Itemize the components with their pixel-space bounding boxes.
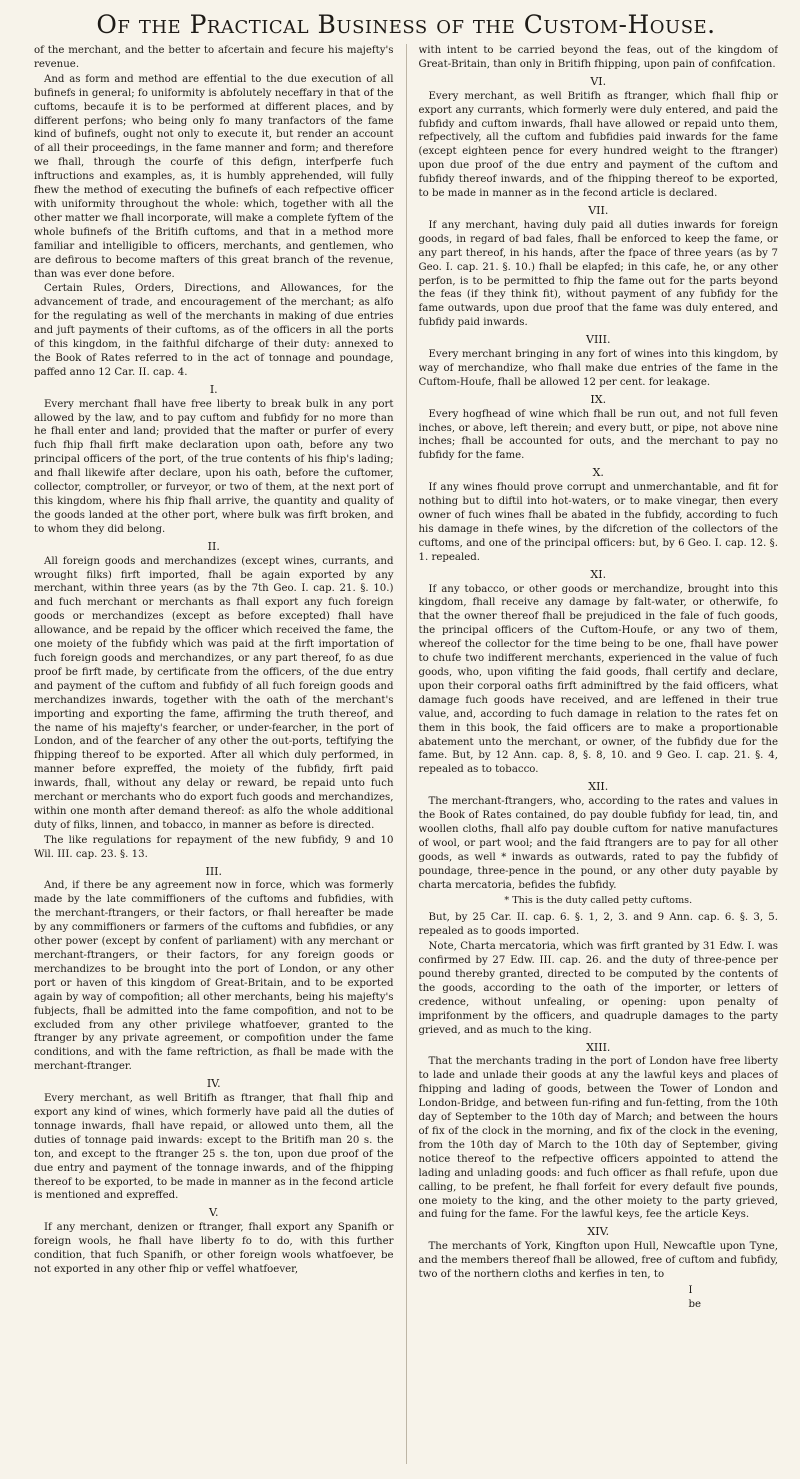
paragraph: Every merchant, as well Britifh as ftranger, that fhall fhip and export any kind of wines, which formerly have paid all the duties of tonnage inwards, fhall have repaid, or allowed unto them, all the duties of tonnage paid inwards: except to the Britifh man 20 s. the ton, and except to the ftranger 25 s. the ton, upon due proof of the due entry and payment of the tonnage inwards, and of the fhipping thereof to be exported, to be made in manner as in the fecond article is mentioned and expreffed. — [34, 1093, 394, 1202]
rules-heading-paragraph: Certain Rules, Orders, Directions, and Allowances, for the advancement of trade, and encouragement of the merchant; as alfo for the regulating as well of the merchants in making of due entries and juft payments of their cuftoms, as of the officers in all the ports of this kingdom, in the faithful difcharge of their duty: annexed to the Book of Rates referred to in the act of tonnage and poundage, paffed anno 12 Car. II. cap. 4. — [34, 283, 394, 378]
paragraph: The merchants of York, Kingfton upon Hull, Newcaftle upon Tyne, and the members thereof fhall be allowed, free of cuftom and fubfidy, two of the northern cloths and kerfies in ten, to — [418, 1241, 779, 1281]
paragraph: If any merchant, denizen or ftranger, fhall export any Spanifh or foreign wools, he fhall have liberty fo to do, with this further condition, that fuch Spanifh, or other foreign wools whatfoever, be not exported in any other fhip or veffel whatfoever, — [34, 1222, 394, 1275]
article-number: X. — [592, 466, 604, 480]
paragraph: Note, Charta mercatoria, which was firft granted by 31 Edw. I. was confirmed by 27 Edw. III. cap. 26. and the duty of three-pence per pound thereby granted, directed to be computed by the contents of the goods, according to the oath of the importer, or letters of credence, without unfealing, or opening: upon penalty of imprifonment by the officers, and quadruple damages to the party grieved, and as much to the king. — [418, 941, 779, 1036]
paragraph: Every merchant, as well Britifh as ftranger, which fhall fhip or export any currants, which formerly were duly entered, and paid the fubfidy and cuftom inwards, fhall have allowed or repaid unto them, refpectively, all the cuftom and fubfidies paid inwards for the fame (except eighteen pence for every hundred weight to the ftranger) upon due proof of the due entry and payment of the cuftom and fubfidy thereof inwards, and of the fhipping thereof to be exported, to be made in manner as in the fecond article is declared. — [418, 90, 779, 200]
paragraph: And as form and method are effential to the due execution of all bufinefs in general; fo uniformity is abfolutely neceffary in that of the cuftoms, becaufe it is to be performed at different places, and by different perfons; who being only fo many tranfactors of the fame kind of bufinefs, ought not only to execute it, but render an account of all their proceedings, in the fame manner and form; and therefore we fhall, through the courfe of this defign, interfperfe fuch inftructions and examples, as, it is humbly apprehended, will fully fhew the method of executing the bufinefs of each refpective officer with uniformity throughout the whole: which, together with all the other matter we fhall incorporate, will make a complete fyftem of the whole bufinefs of the Britifh cuftoms, and that in a method more familiar and intelligible to officers, merchants, and gentlemen, who are defirous to become mafters of this great branch of the revenue, than was ever done before. — [34, 73, 394, 280]
paragraph: of the merchant, and the better to afcertain and fecure his majefty's revenue. — [34, 45, 394, 70]
paragraph: Every merchant fhall have free liberty to break bulk in any port allowed by the law, and to pay cuftom and fubfidy for no more than he fhall enter and land; provided that the mafter or purfer of every fuch fhip fhall firft make declaration upon oath, before any two principal officers of the port, of the true contents of his fhip's lading; and fhall likewife after declare, upon his oath, before the cuftomer, collector, comptroller, or furveyor, or two of them, at the next port of this kingdom, where his fhip fhall arrive, the quantity and quality of the goods landed at the other port, where bulk was firft broken, and to whom they did belong. — [34, 398, 394, 535]
paragraph: The like regulations for repayment of the new fubfidy, 9 and 10 Wil. III. cap. 23. §. 13. — [34, 834, 394, 860]
paragraph: with intent to be carried beyond the feas, out of the kingdom of Great-Britain, than only in Britifh fhipping, upon pain of confifcation. — [418, 45, 779, 70]
footnote: * This is the duty called petty cuftoms. — [504, 895, 693, 907]
paragraph: Every merchant bringing in any fort of wines into this kingdom, by way of merchandize, who fhall make due entries of the fame in the Cuftom-Houfe, fhall be allowed 12 per cent. for leakage. — [418, 349, 779, 388]
paragraph: And, if there be any agreement now in force, which was formerly made by the late commiffioners of the cuftoms and fubfidies, with the merchant-ftrangers, or their factors, or fhall hereafter be made by any commiffioners or farmers of the cuftoms and fubfidies, or any other power (except by confent of parliament) with any merchant or merchant-ftrangers, or their factors, for any foreign goods or merchandizes to be brought into the port of London, or any other port or haven of this kingdom of Great-Britain, and to be exported again by way of compofition; all other merchants, being his majefty's fubjects, fhall be admitted into the fame compofition, and not to be excluded from any other privilege whatfoever, granted to the ftranger by any private agreement, or compofition under the fame conditions, and with the fame reftriction, as fhall be made with the merchant-ftranger. — [34, 880, 394, 1073]
article-number: XI. — [590, 567, 607, 581]
article-number: II. — [207, 539, 220, 553]
article-number: XII. — [588, 780, 609, 794]
left-column — [34, 44, 394, 1464]
article-number: VII. — [588, 203, 609, 217]
paragraph: All foreign goods and merchandizes (except wines, currants, and wrought filks) firft imported, fhall be again exported by any merchant, within three years (as by the 7th Geo. I. cap. 21. §. 10.) and fuch merchant or merchants as fhall export any fuch foreign goods or merchandizes (except as before excepted) fhall have allowance, and be repaid by the officer which received the fame, the one moiety of the fubfidy which was paid at the firft importation of fuch foreign goods and merchandizes, or any part thereof, fo as due proof be firft made, by certificate from the officers, of the due entry and payment of the cuftom and fubfidy of all fuch foreign goods and merchandizes inwards, together with the oath of the merchant's importing and exporting the fame, affirming the truth thereof, and the name of his majefty's fearcher, or under-fearcher, in the port of London, and of the fearcher of any other the out-ports, teftifying the fhipping thereof to be exported. After all which duly performed, in manner before expreffed, the moiety of the fubfidy, firft paid inwards, fhall, without any delay or reward, be repaid unto fuch merchant or merchants who do export fuch goods and merchandizes, within one month after demand thereof: as alfo the whole additional duty of filks, linnen, and tobacco, in manner as before is directed. — [34, 555, 394, 831]
catchword: be — [688, 1298, 702, 1310]
signature-line — [419, 1284, 779, 1312]
paragraph: But, by 25 Car. II. cap. 6. §. 1, 2, 3. and 9 Ann. cap. 6. §. 3, 5. repealed as to goods imported. — [418, 912, 779, 938]
article-number: I. — [209, 382, 218, 396]
article-number: III. — [205, 864, 223, 878]
article-number: VI. — [590, 74, 607, 88]
paragraph: The merchant-ftrangers, who, according to the rates and values in the Book of Rates contained, do pay double fubfidy for lead, tin, and woollen cloths, fhall alfo pay double cuftom for native manufactures of wool, or part wool; and the faid ftrangers are to pay for all other goods, as well * inwards as outwards, rated to pay the fubfidy of poundage, three-pence in the pound, or any other duty payable by charta mercatoria, befides the fubfidy. — [418, 796, 779, 891]
signature-mark: I — [688, 1284, 693, 1296]
article-number: IV. — [206, 1077, 221, 1091]
paragraph: Every hogfhead of wine which fhall be run out, and not full feven inches, or above, left therein; and every butt, or pipe, not above nine inches; fhall be accounted for outs, and the merchant to pay no fubfidy for the fame. — [418, 408, 779, 462]
paragraph: If any merchant, having duly paid all duties inwards for foreign goods, in regard of bad fales, fhall be enforced to keep the fame, or any part thereof, in his hands, after the fpace of three years (as by 7 Geo. I. cap. 21. §. 10.) fhall be elapfed; in this cafe, he, or any other perfon, is to be permitted to fhip the fame out for the parts beyond the feas (if they think fit), without payment of any fubfidy for the fame outwards, upon due proof that the fame was duly entered, and fubfidy paid inwards. — [418, 219, 779, 329]
article-number: V. — [208, 1206, 219, 1220]
paragraph: If any wines fhould prove corrupt and unmerchantable, and fit for nothing but to diftil into hot-waters, or to make vinegar, then every owner of fuch wines fhall be abated in the fubfidy, according to fuch his damage in thefe wines, by the difcretion of the collectors of the cuftoms, and one of the principal officers: but, by 6 Geo. I. cap. 12. §. 1. repealed. — [418, 482, 779, 563]
paragraph: That the merchants trading in the port of London have free liberty to lade and unlade their goods at any the lawful keys and places of fhipping and lading of goods, between the Tower of London and London-Bridge, and between fun-rifing and fun-fetting, from the 10th day of September to the 10th day of March; and between the hours of fix of the clock in the morning, and fix of the clock in the evening, from the 10th day of March to the 10th day of September, giving notice thereof to the refpective officers appointed to attend the lading and unlading goods: and fuch officer as fhall refufe, upon due calling, to be prefent, he fhall forfeit for every default five pounds, one moiety to the king, and the other moiety to the party grieved, and fuing for the fame. For the lawful keys, fee the article Keys. — [418, 1056, 779, 1221]
right-column — [419, 44, 779, 1464]
paragraph: If any tobacco, or other goods or merchandize, brought into this kingdom, fhall receive any damage by falt-water, or otherwife, fo that the owner thereof fhall be prejudiced in the fale of fuch goods, the principal officers of the Cuftom-Houfe, or any two of them, whereof the collector for the time being to be one, fhall have power to chufe two indifferent merchants, experienced in the value of fuch goods, who, upon vifiting the faid goods, fhall certify and declare, upon their corporal oaths firft adminiftred by the faid officers, what damage fuch goods have received, and are leffened in their true value, and, according to fuch damage in relation to the rates fet on them in this book, the faid officers are to make a proportionable abatement unto the merchant, or owner, of the fubfidy due for the fame. But, by 12 Ann. cap. 8, §. 8, 10. and 9 Geo. I. cap. 21. §. 4, repealed as to tobacco. — [418, 583, 779, 776]
article-number: IX. — [590, 392, 607, 406]
article-number: XIV. — [587, 1225, 610, 1239]
article-number: VIII. — [586, 333, 611, 347]
page-header: Of the Practical Business of the Custom-House. — [96, 10, 716, 39]
article-number: XIII. — [586, 1040, 611, 1054]
column-divider — [406, 44, 407, 1464]
text-columns — [34, 44, 778, 1464]
